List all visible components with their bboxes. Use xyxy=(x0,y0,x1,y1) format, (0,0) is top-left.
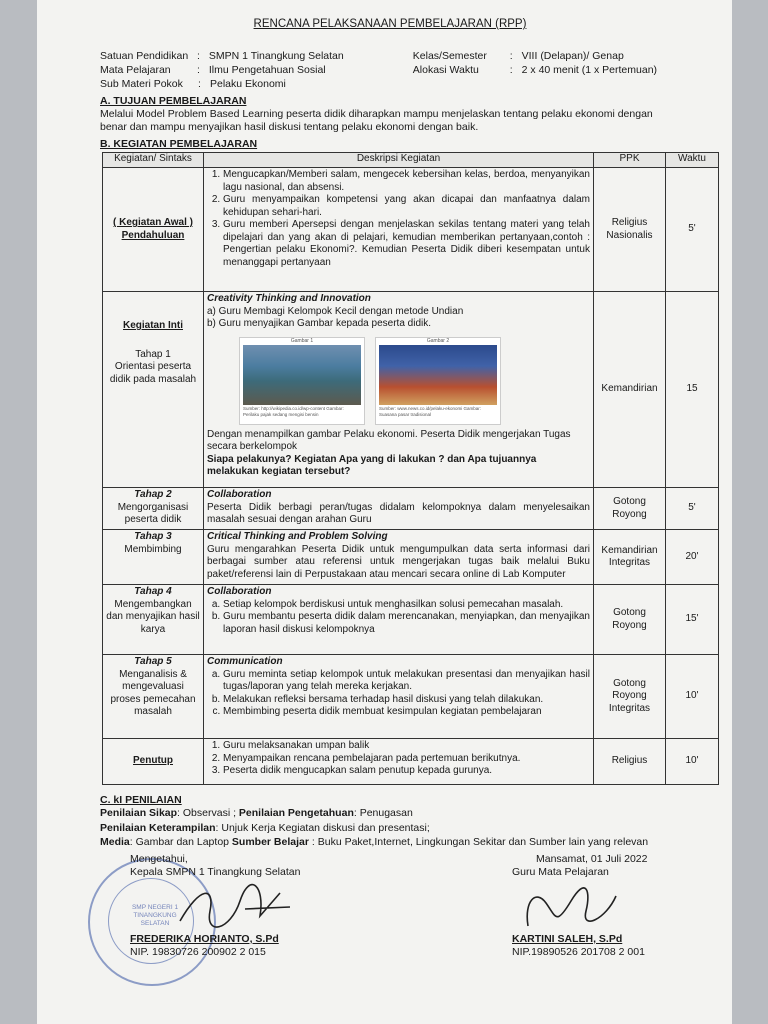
table-row xyxy=(103,168,719,292)
description-cell xyxy=(204,530,594,585)
identity-key: Kelas/Semester xyxy=(412,50,487,62)
list-item: 1. Mengucapkan/Memberi salam, mengecek kebersihan kelas, berdoa, menyanyikan lagu nasional, dan absensi. xyxy=(223,169,590,194)
stage-cell xyxy=(103,488,204,530)
stage-cell xyxy=(103,292,204,488)
stage-description: Menganalisis & mengevaluasi proses pemecahan masalah xyxy=(110,668,196,717)
activity-line: a) Guru Membagi Kelompok Kecil dengan metode Undian xyxy=(207,305,464,317)
activity-heading: Collaboration xyxy=(207,586,272,597)
time-cell: 15 xyxy=(666,292,719,488)
colon: : xyxy=(509,50,513,62)
picture-1 xyxy=(239,337,365,425)
table-row xyxy=(103,530,719,585)
ppk-cell: Religius xyxy=(594,739,666,785)
list-item: 3. Guru memberi Apersepsi dengan menjelaskan sekilas tentang materi yang telah dipelajari dan yang akan di pelajari, kemudian memberikan pertanyaan,contoh : Pengertian pelaku Ekonomi?. Kemudian Peserta Didik diberi kesempatan untuk menanggapi pertanyaan xyxy=(223,219,590,269)
stage-name: Penutup xyxy=(133,755,173,767)
activity-heading: Critical Thinking and Problem Solving xyxy=(207,531,388,542)
ppk-cell: Kemandirian Integritas xyxy=(594,530,666,585)
colon: : xyxy=(197,50,200,62)
activity-list xyxy=(207,599,590,637)
col-header: Kegiatan/ Sintaks xyxy=(103,153,204,168)
stage-description: Mengorganisasi peserta didik xyxy=(117,501,189,525)
label: Penilaian Sikap xyxy=(100,807,178,819)
colon: : xyxy=(509,64,513,76)
label: Media xyxy=(100,836,130,848)
time-cell: 5' xyxy=(666,168,719,292)
table-row xyxy=(103,739,719,785)
assessment-line xyxy=(100,807,700,820)
stage-name: ( Kegiatan Awal ) xyxy=(112,217,193,228)
stage-name: Kegiatan Inti xyxy=(122,320,183,331)
assessment-line xyxy=(100,836,700,849)
picture-source: Sumber: http://wikipedia.co.id/wp-content Gambar: Perilaku pajak sedang mengisi bensin xyxy=(243,405,344,417)
col-header: Deskripsi Kegiatan xyxy=(204,153,594,168)
list-item: 1. Guru melaksanakan umpan balik xyxy=(223,740,590,753)
table-header-row xyxy=(103,153,719,168)
picture-caption: Gambar 2 xyxy=(426,337,450,344)
sign-role: Guru Mata Pelajaran xyxy=(512,866,609,878)
ppk-cell: Gotong Royong Integritas xyxy=(594,655,666,739)
stage-number: Tahap 1 xyxy=(135,348,171,360)
stamp-text: SMP NEGERI 1 TINANGKUNG SELATAN xyxy=(131,904,179,927)
label: Penilaian Keterampilan xyxy=(100,822,216,834)
value: : Gambar dan Laptop xyxy=(129,836,232,848)
value: : Penugasan xyxy=(353,807,413,819)
stage-cell xyxy=(103,739,204,785)
stage-cell xyxy=(103,585,204,655)
identity-key: Satuan Pendidikan xyxy=(100,50,189,62)
stage-number: Tahap 2 xyxy=(134,489,172,500)
principal-nip: NIP. 19830726 200902 2 015 xyxy=(130,946,266,958)
description-cell xyxy=(204,168,594,292)
stage-description: Membimbing xyxy=(124,543,182,555)
teacher-nip: NIP.19890526 201708 2 001 xyxy=(512,946,645,958)
activity-line: b) Guru menyajikan Gambar kepada peserta didik. xyxy=(207,318,432,329)
list-item: a. Guru meminta setiap kelompok untuk melakukan presentasi dan menyajikan hasil tugas/laporan yang telah mereka kerjakan. xyxy=(223,669,590,694)
ppk-cell: Gotong Royong xyxy=(594,488,666,530)
table-row xyxy=(103,655,719,739)
label: Penilaian Pengetahuan xyxy=(238,807,354,819)
time-cell: 5' xyxy=(666,488,719,530)
section-b-heading: B. KEGIATAN PEMBELAJARAN xyxy=(100,138,258,150)
identity-value: Pelaku Ekonomi xyxy=(210,78,286,90)
value: : Observasi ; xyxy=(177,807,239,819)
document-title: RENCANA PELAKSANAAN PEMBELAJARAN (RPP) xyxy=(253,18,527,30)
teacher-signature xyxy=(512,853,647,959)
activity-heading: Collaboration xyxy=(207,489,272,500)
ppk-cell: Kemandirian xyxy=(594,292,666,488)
section-a-text: Melalui Model Problem Based Learning peserta didik diharapkan mampu menjelaskan tentang pelaku ekonomi dengan benar dan mampu menyajikan hasil diskusi tentang pelaku ekonomi dengan baik. xyxy=(100,108,653,133)
identity-value: 2 x 40 menit (1 x Pertemuan) xyxy=(521,64,658,76)
description-cell xyxy=(204,655,594,739)
table-row xyxy=(103,585,719,655)
list-item: c. Membimbing peserta didik membuat kesimpulan kegiatan pembelajaran xyxy=(223,706,590,719)
section-a-heading: A. TUJUAN PEMBELAJARAN xyxy=(100,95,247,107)
description-cell xyxy=(204,585,594,655)
activity-heading: Communication xyxy=(207,656,283,667)
picture-group xyxy=(239,337,590,425)
label: Sumber Belajar xyxy=(231,836,309,848)
picture-caption: Gambar 1 xyxy=(290,337,314,344)
market-image xyxy=(379,345,497,405)
activity-heading: Creativity Thinking and Innovation xyxy=(207,293,371,304)
identity-row xyxy=(100,64,680,78)
time-cell: 10' xyxy=(666,655,719,739)
stage-cell xyxy=(103,530,204,585)
ppk-cell: Gotong Royong xyxy=(594,585,666,655)
sign-role: Kepala SMPN 1 Tinangkung Selatan xyxy=(130,866,301,878)
description-cell xyxy=(204,292,594,488)
stage-name: Pendahuluan xyxy=(121,229,185,241)
stage-cell xyxy=(103,168,204,292)
table-row xyxy=(103,292,719,488)
stage-number: Tahap 5 xyxy=(134,656,172,667)
description-cell xyxy=(204,739,594,785)
activity-line: Dengan menampilkan gambar Pelaku ekonomi. Peserta Didik mengerjakan Tugas secara berkelompok xyxy=(207,428,571,452)
time-cell: 20' xyxy=(666,530,719,585)
identity-value: SMPN 1 Tinangkung Selatan xyxy=(208,50,344,62)
stage-number: Tahap 3 xyxy=(134,531,172,542)
col-header: PPK xyxy=(594,153,666,168)
activity-table xyxy=(102,152,719,785)
list-item: b. Melakukan refleksi bersama terhadap hasil diskusi yang telah dilakukan. xyxy=(223,694,590,707)
list-item: b. Guru membantu peserta didik dalam merencanakan, menyiapkan, dan menyajikan laporan hasil diskusi kelompoknya xyxy=(223,611,590,636)
value: : Unjuk Kerja Kegiatan diskusi dan presentasi; xyxy=(215,822,430,834)
assessment-line xyxy=(100,822,700,835)
picture-2 xyxy=(375,337,501,425)
ppk-cell: Religius Nasionalis xyxy=(594,168,666,292)
time-cell: 15' xyxy=(666,585,719,655)
activity-list xyxy=(207,740,590,778)
description-cell xyxy=(204,488,594,530)
list-item: a. Setiap kelompok berdiskusi untuk menghasilkan solusi pemecahan masalah. xyxy=(223,599,590,612)
identity-key: Sub Materi Pokok xyxy=(100,78,183,90)
activity-question: Siapa pelakunya? Kegiatan Apa yang di lakukan ? dan Apa tujuannya melakukan kegiatan tersebut? xyxy=(207,453,537,477)
stage-number: Tahap 4 xyxy=(134,586,172,597)
identity-key: Alokasi Waktu xyxy=(412,64,479,76)
colon: : xyxy=(197,64,200,76)
identity-block xyxy=(100,50,680,92)
colon: : xyxy=(198,78,201,90)
list-item: 3. Peserta didik mengucapkan salam penutup kepada gurunya. xyxy=(223,765,590,778)
teacher-name: KARTINI SALEH, S.Pd xyxy=(512,933,623,945)
principal-name: FREDERIKA HORIANTO, S.Pd xyxy=(130,933,279,945)
identity-row xyxy=(100,78,680,92)
stage-description: Mengembangkan dan menyajikan hasil karya xyxy=(106,598,200,635)
value: : Buku Paket,Internet, Lingkungan Sekitar dan Sumber lain yang relevan xyxy=(308,836,649,848)
identity-value: Ilmu Pengetahuan Sosial xyxy=(208,64,326,76)
picture-source: Sumber: www.news.co.id/pelaku-ekonomi Gambar: Suasana pasar tradisional xyxy=(379,405,482,417)
stage-description: Orientasi peserta didik pada masalah xyxy=(109,361,197,385)
sign-label: Mengetahui, xyxy=(130,853,188,865)
time-cell: 10' xyxy=(666,739,719,785)
table-row xyxy=(103,488,719,530)
sign-date: Mansamat, 01 Juli 2022 xyxy=(536,853,648,865)
activity-line: Guru mengarahkan Peserta Didik untuk mengumpulkan data serta informasi dari berbagai sumber atau referensi untuk mengerjakan tugas baik melalui Buku paket/referensi lain di Perpustakaan atau mencari secara online di Lab Komputer xyxy=(207,543,590,580)
signature-scribble-icon xyxy=(170,881,300,933)
signature-scribble-icon xyxy=(516,881,626,933)
identity-key: Mata Pelajaran xyxy=(100,64,171,76)
principal-signature xyxy=(130,853,300,959)
col-header: Waktu xyxy=(666,153,719,168)
identity-value: VIII (Delapan)/ Genap xyxy=(521,50,624,62)
list-item: 2. Guru menyampaikan kompetensi yang akan dicapai dan manfaatnya dalam kehidupan sehari-hari. xyxy=(223,194,590,219)
list-item: 2. Menyampaikan rencana pembelajaran pada pertemuan berikutnya. xyxy=(223,753,590,766)
section-c-heading: C. kI PENILAIAN xyxy=(100,794,182,806)
activity-list xyxy=(207,669,590,719)
gas-station-image xyxy=(243,345,361,405)
activity-list xyxy=(207,169,590,269)
identity-row xyxy=(100,50,680,64)
stage-cell xyxy=(103,655,204,739)
activity-line: Peserta Didik berbagi peran/tugas didalam kelompoknya dalam menyelesaikan masalah sesuai dengan arahan Guru xyxy=(207,501,590,525)
